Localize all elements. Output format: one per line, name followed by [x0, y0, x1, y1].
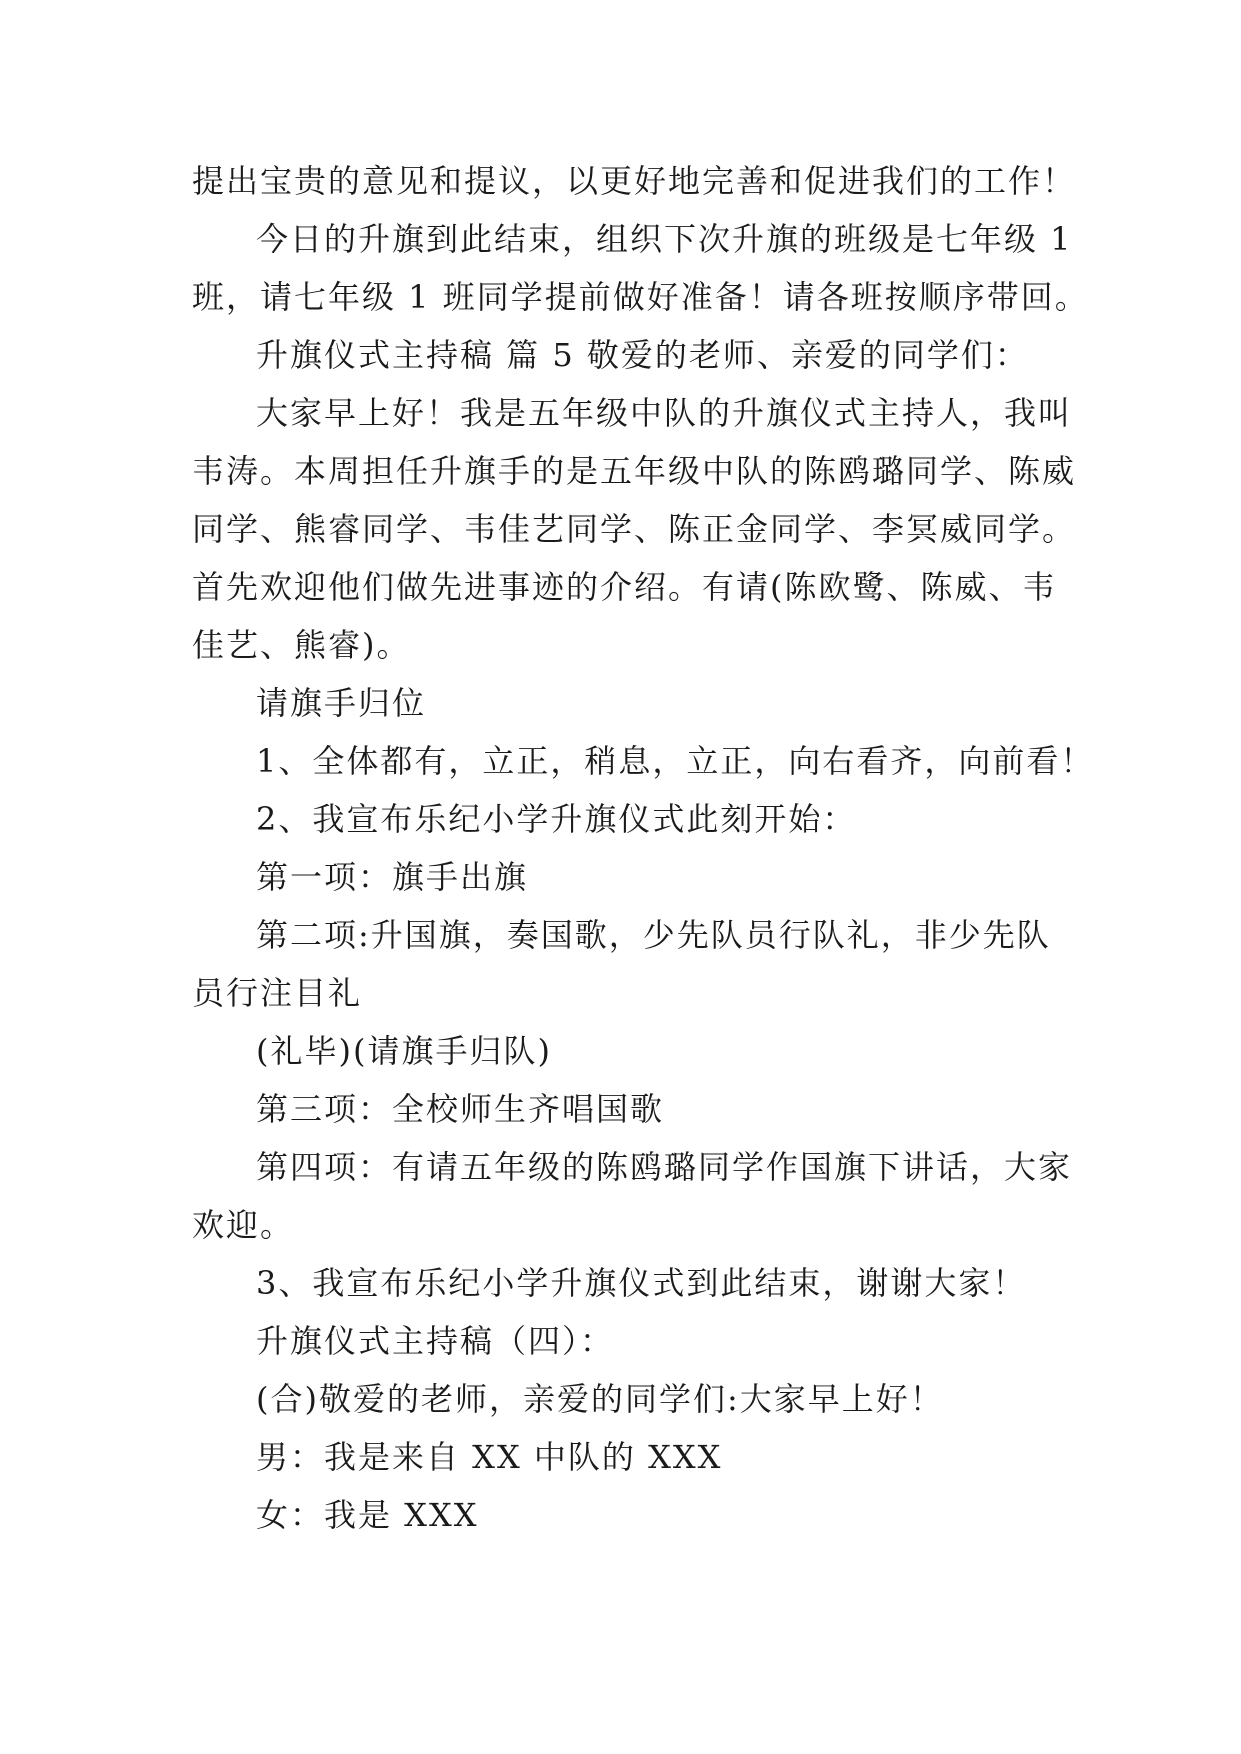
paragraph — [192, 326, 1072, 384]
text-line: 大家早上好！我是五年级中队的升旗仪式主持人，我叫 — [256, 394, 1073, 432]
paragraph — [192, 790, 1072, 848]
text-line: (合)敬爱的老师，亲爱的同学们:大家早上好！ — [256, 1380, 944, 1418]
text-line: 升旗仪式主持稿（四）： — [256, 1322, 615, 1360]
text-line: 2、我宣布乐纪小学升旗仪式此刻开始： — [256, 800, 857, 838]
paragraph — [192, 732, 1095, 790]
text-line: 请旗手归位 — [256, 684, 427, 722]
text-line: 同学、熊睿同学、韦佳艺同学、陈正金同学、李冥威同学。 — [192, 510, 1077, 548]
text-line: 1、全体都有，立正，稍息，立正，向右看齐，向前看！ — [256, 742, 1095, 780]
paragraph — [192, 906, 1072, 1022]
text-line: 第四项：有请五年级的陈鸥璐同学作国旗下讲话，大家 — [256, 1148, 1073, 1186]
paragraph — [192, 848, 1072, 906]
paragraph — [192, 210, 1089, 326]
text-line: (礼毕)(请旗手归队) — [256, 1032, 552, 1070]
paragraph — [192, 1312, 1072, 1370]
text-line: 3、我宣布乐纪小学升旗仪式到此结束，谢谢大家！ — [256, 1264, 1027, 1302]
paragraph — [192, 152, 1077, 210]
paragraph — [192, 1486, 1072, 1544]
paragraph — [192, 1080, 1072, 1138]
paragraph — [192, 1138, 1072, 1254]
text-line: 女：我是 XXX — [256, 1496, 479, 1534]
paragraph — [192, 1370, 1072, 1428]
paragraph — [192, 1428, 1072, 1486]
text-line: 第三项：全校师生齐唱国歌 — [256, 1090, 665, 1128]
paragraph — [192, 1254, 1072, 1312]
paragraph — [192, 1022, 1072, 1080]
paragraph — [192, 674, 1072, 732]
text-line: 员行注目礼 — [192, 974, 363, 1012]
text-line: 第一项：旗手出旗 — [256, 858, 529, 896]
text-line: 班，请七年级 1 班同学提前做好准备！请各班按顺序带回。 — [192, 278, 1089, 316]
text-line: 第二项:升国旗，奏国歌，少先队员行队礼，非少先队 — [256, 916, 1051, 954]
text-line: 韦涛。本周担任升旗手的是五年级中队的陈鸥璐同学、陈威 — [192, 452, 1077, 490]
text-line: 欢迎。 — [192, 1206, 295, 1244]
text-line: 首先欢迎他们做先进事迹的介绍。有请(陈欧鹭、陈威、韦 — [192, 568, 1057, 606]
text-line: 提出宝贵的意见和提议，以更好地完善和促进我们的工作！ — [192, 162, 1077, 200]
text-line: 升旗仪式主持稿 篇 5 敬爱的老师、亲爱的同学们： — [256, 336, 1029, 374]
document-body — [192, 152, 1095, 1544]
text-line: 男：我是来自 XX 中队的 XXX — [256, 1438, 723, 1476]
text-line: 佳艺、熊睿)。 — [192, 626, 411, 664]
paragraph — [192, 384, 1077, 674]
text-line: 今日的升旗到此结束，组织下次升旗的班级是七年级 1 — [256, 220, 1073, 258]
